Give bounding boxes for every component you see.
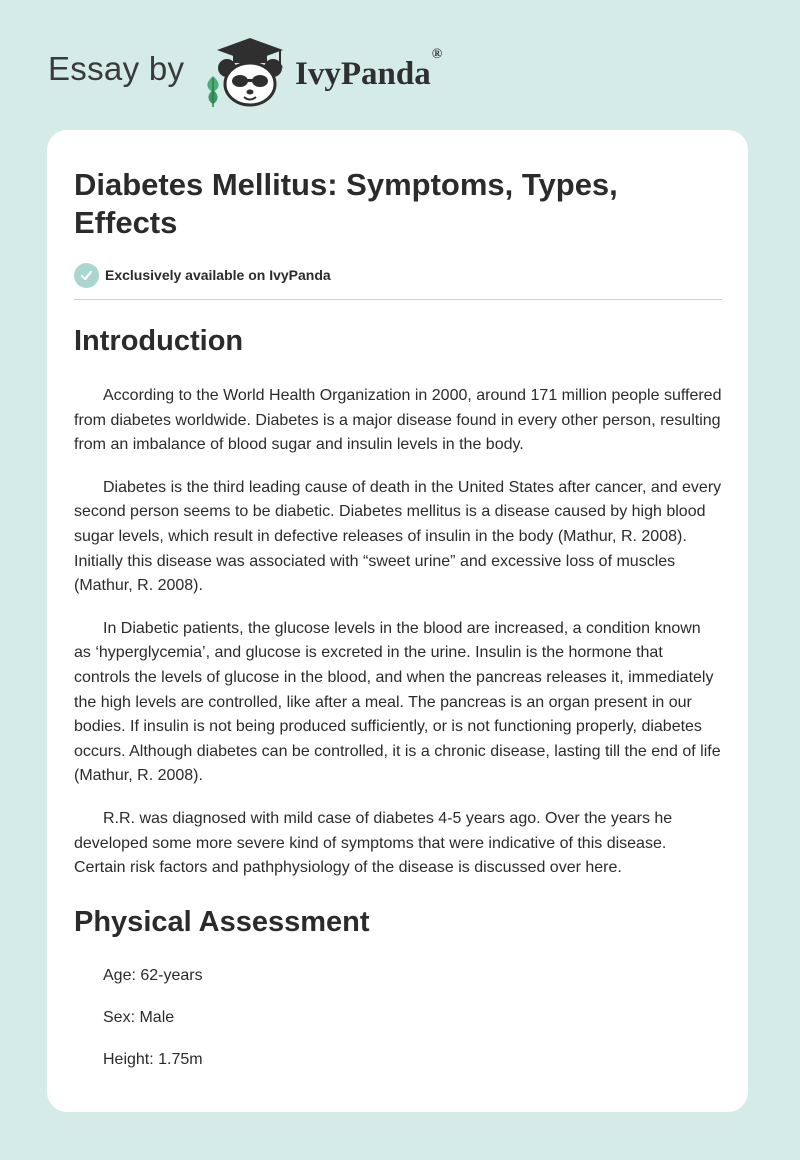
assessment-item-height: Height: 1.75m: [103, 1050, 203, 1068]
essay-content: [74, 166, 722, 1071]
ivy-leaf-icon: [203, 74, 223, 108]
assessment-item-age: Age: 62-years: [103, 966, 203, 984]
exclusive-badge: [74, 262, 722, 288]
section-heading-physical-assessment: Physical Assessment: [74, 905, 370, 938]
exclusive-label: Exclusively available on IvyPanda: [105, 267, 331, 283]
paragraph: According to the World Health Organization in 2000, around 171 million people suffered from diabetes worldwide. Diabetes is a major disease found in every other person, resulting from an imbalance of blood sugar and insulin levels in the body.: [74, 387, 722, 454]
section-heading-introduction: Introduction: [74, 325, 244, 357]
paragraph: R.R. was diagnosed with mild case of diabetes 4-5 years ago. Over the years he developed some more severe kind of symptoms that were indicative of this disease. Certain risk factors and pathphysiology of the disease is discussed over here.: [74, 809, 673, 877]
title-divider: [74, 299, 722, 300]
site-header: [48, 36, 548, 116]
registered-mark: ®: [431, 47, 443, 62]
assessment-item-sex: Sex: Male: [103, 1008, 175, 1026]
check-icon: [74, 263, 99, 288]
paragraph: Diabetes is the third leading cause of death in the United States after cancer, and every second person seems to be diabetic. Diabetes mellitus is a disease caused by high blood sugar levels, which result in defective releases of insulin in the body (Mathur, R. 2008). Initially this disease was associated with “sweet urine” and excessive loss of muscles (Mathur, R. 2008).: [74, 478, 722, 595]
brand-name[interactable]: IvyPanda®: [295, 47, 443, 92]
paragraph: In Diabetic patients, the glucose levels in the blood are increased, a condition known as ‘hyperglycemia’, and glucose is excreted in the urine. Insulin is the hormone that controls the levels of glucose in the blood, and when the pancreas releases it, immediately the high levels are controlled, like after a meal. The pancreas is an organ present in our bodies. If insulin is not being produced sufficiently, or is not functioning properly, diabetes occurs. Although diabetes can be controlled, it is a chronic disease, lasting till the end of life (Mathur, R. 2008).: [74, 619, 721, 785]
essay-title: Diabetes Mellitus: Symptoms, Types, Effects: [74, 167, 618, 240]
essay-by-label: Essay by: [48, 50, 185, 87]
essay-card: [47, 130, 748, 1112]
